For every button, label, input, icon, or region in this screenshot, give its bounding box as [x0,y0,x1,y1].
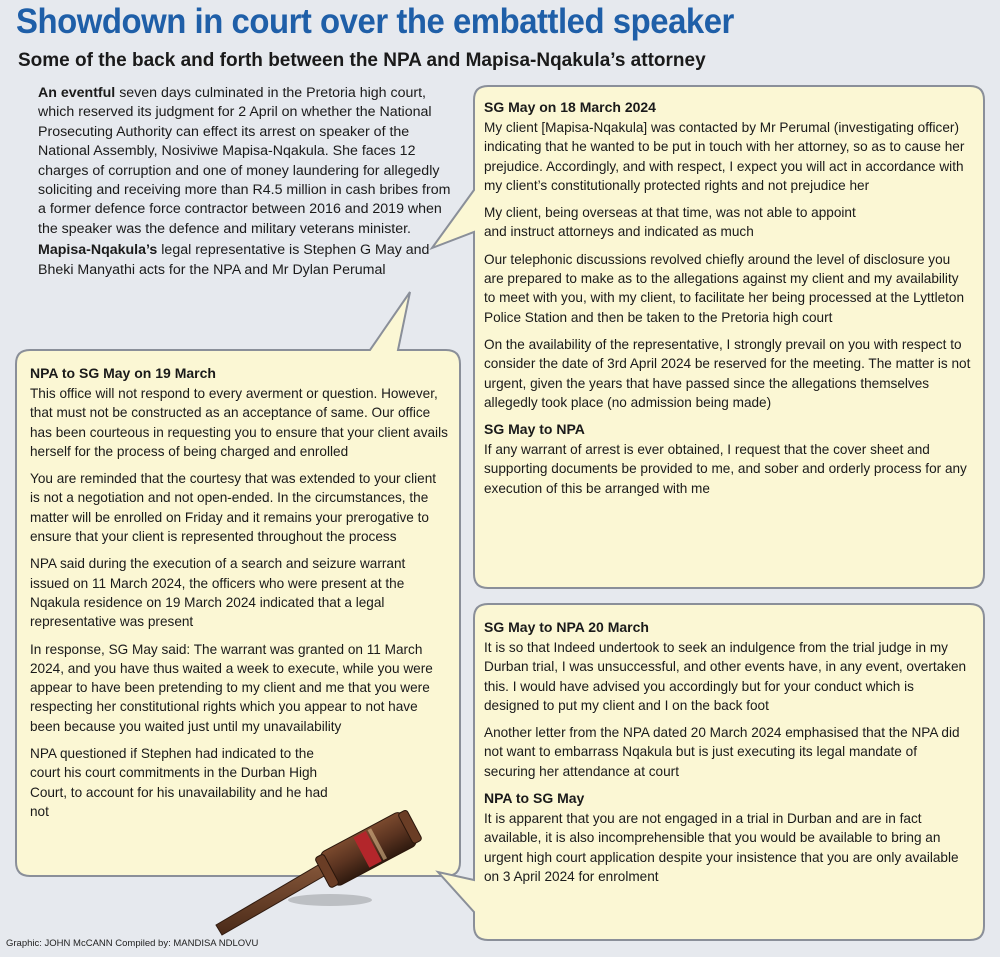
left-box-heading: NPA to SG May on 19 March [30,365,216,381]
bottom-right-box [484,618,972,894]
left-box-paragraph-1: This office will not respond to every averment or question. However, that must not be constructed as an acceptance of same. Our office has been courteous in requesting you to ensure that your client avails herself for the process of being charged and enrolled [30,386,448,459]
intro-body-1: seven days culminated in the Pretoria high court, which reserved its judgment for 2 April on whether the National Prosecuting Authority can effect its arrest on speaker of the National Assembly, Nosiviwe Mapisa-Nqakula. She faces 12 charges of corruption and one of money laundering for allegedly soliciting and receiving more than R4.5 million in cash bribes from a former defence force contractor between 2016 and 2019 when the speaker was the defence and military veterans minister. [38,85,451,237]
bottom-right-box-heading-2: NPA to SG May [484,790,585,807]
infographic-title: Showdown in court over the embattled speaker [16,2,734,41]
top-right-box-paragraph-2: My client, being overseas at that time, was not able to appoint and instruct attorneys and indicated as much [484,205,856,240]
top-right-box-paragraph-3: Our telephonic discussions revolved chiefly around the level of disclosure you are prepared to make as to the allegations against my client and my availability to meet with you, with my client, to facilitate her being processed at the Lyttleton Police Station and then be taken to the Pretoria high court [484,251,965,325]
top-right-box-heading: SG May on 18 March 2024 [484,99,656,115]
top-right-box-heading-2: SG May to NPA [484,421,585,438]
top-right-box-paragraph-5: If any warrant of arrest is ever obtained, I request that the cover sheet and supporting documents be provided to me, and sober and orderly process for any execution of this be arranged with me [484,442,967,496]
intro-lead-2: Mapisa-Nqakula’s [38,242,158,259]
bottom-right-box-paragraph-3: It is apparent that you are not engaged in a trial in Durban and are in fact available, it is also incomprehensible that you would be available to bring an urgent high court application despite your insistence that you are only available on 3 April 2024 for enrolment [484,811,959,884]
top-right-box-paragraph-4: On the availability of the representative, I strongly prevail on you with respect to consider the date of 3rd April 2024 be reserved for the meeting. The matter is not urgent, given the years that have passed since the allegations themselves allegedly took place (no admission being made) [484,336,971,410]
top-right-box-paragraph-1: My client [Mapisa-Nqakula] was contacted by Mr Perumal (investigating officer) indicating that he wanted to be put in touch with her attorney, so as to cause her prejudice. Accordingly, and with respect, I expect you will act in accordance with my client’s constitutionally protected rights and not prejudice her [484,120,965,193]
graphic-credit: Graphic: JOHN McCANN Compiled by: MANDISA NDLOVU [6,938,259,949]
intro-lead: An eventful [38,85,116,101]
bottom-right-box-heading: SG May to NPA 20 March [484,619,649,635]
left-box-paragraph-3: NPA said during the execution of a search and seizure warrant issued on 11 March 2024, the officers who were present at the Nqakula residence on 19 March 2024 indicated that a legal representative was present [30,556,406,630]
bottom-right-box-paragraph-2: Another letter from the NPA dated 20 March 2024 emphasised that the NPA did not want to embarrass Nqakula but is just executing its legal mandate of securing her attendance at court [484,725,960,779]
left-box-paragraph-2: You are reminded that the courtesy that was extended to your client is not a negotiation and not open-ended. In the circumstances, the matter will be enrolled on Friday and it remains your prerogative to ensure that your client is represented throughout the process [30,471,437,545]
left-box-paragraph-5: NPA questioned if Stephen had indicated to the court his court commitments in the Durban High Court, to account for his unavailability and he had not [30,746,328,819]
left-box-paragraph-4: In response, SG May said: The warrant was granted on 11 March 2024, and you have thus waited a week to execute, while you were appear to have been pretending to my client and me that you were respecting her constitutional rights which you appear to not have been because you waited just until my unavailability [30,641,433,734]
bottom-right-box-paragraph-1: It is so that Indeed undertook to seek an indulgence from the trial judge in my Durban trial, I was unsuccessful, and other events have, in any event, overtaken this. I would have advised you accordingly but for your conduct which is designed to put my client and I on the back foot [484,640,967,713]
top-right-box [484,98,972,506]
infographic-subtitle: Some of the back and forth between the NPA and Mapisa-Nqakula’s attorney [18,50,706,71]
left-box [30,364,448,829]
intro-body-2: legal representative is Stephen G May and Bheki Manyathi acts for the NPA and Mr Dylan Perumal [38,242,430,278]
